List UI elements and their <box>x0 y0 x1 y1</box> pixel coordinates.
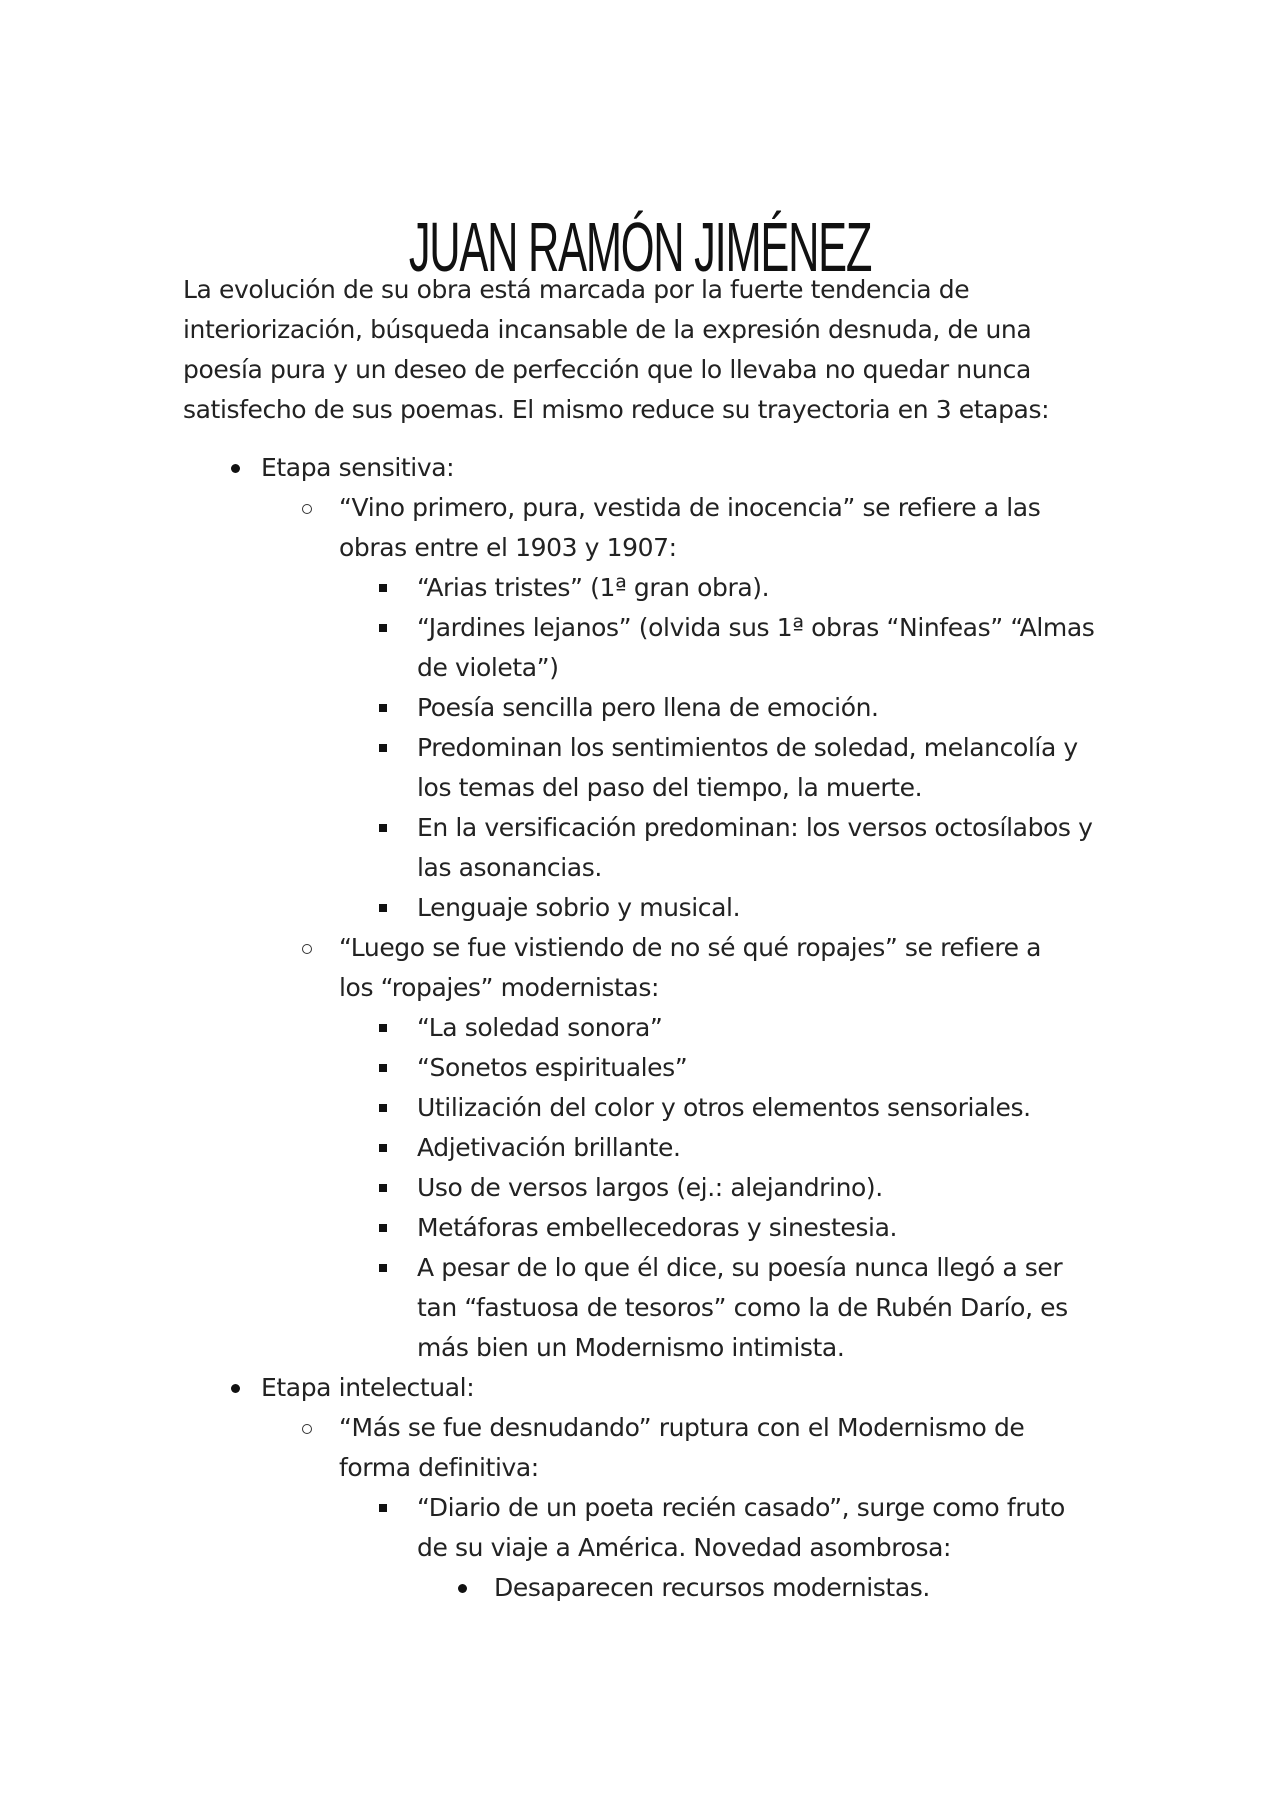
bullet-square-icon <box>379 704 387 712</box>
list-item-text: Etapa intelectual: <box>261 1373 475 1402</box>
bullet-disc-icon <box>458 1584 467 1593</box>
bullet-square-icon <box>379 1144 387 1152</box>
bullet-circle-icon <box>302 504 312 514</box>
list-item-text: Adjetivación brillante. <box>417 1133 681 1162</box>
bullet-circle-icon <box>302 1424 312 1434</box>
bullet-square-icon <box>379 584 387 592</box>
list-item-etapa-intelectual <box>0 1368 1280 1408</box>
list-item-text: Utilización del color y otros elementos sensoriales. <box>417 1093 1031 1122</box>
list-item-etapa-sensitiva <box>0 448 1280 488</box>
list-item-text: “Más se fue desnudando” ruptura con el Modernismo de forma definitiva: <box>339 1413 1025 1482</box>
list-item-text: “Luego se fue vistiendo de no sé qué ropajes” se refiere a los “ropajes” modernistas: <box>339 933 1042 1002</box>
bullet-disc-icon <box>231 1384 240 1393</box>
bullet-disc-icon <box>231 464 240 473</box>
list-item-text: “Arias tristes” (1ª gran obra). <box>417 573 770 602</box>
bullet-square-icon <box>379 624 387 632</box>
list-item-text: “Sonetos espirituales” <box>417 1053 688 1082</box>
list-item <box>0 1568 1280 1608</box>
bullet-circle-icon <box>302 944 312 954</box>
bullet-square-icon <box>379 824 387 832</box>
list-item <box>0 608 1280 688</box>
list-item-text: “Jardines lejanos” (olvida sus 1ª obras “Ninfeas” “Almas de violeta”) <box>417 613 1095 682</box>
list-item <box>0 1208 1280 1248</box>
bullet-square-icon <box>379 1224 387 1232</box>
list-item <box>0 1128 1280 1168</box>
list-item-luego-se-fue <box>0 928 1280 1008</box>
bullet-square-icon <box>379 1104 387 1112</box>
list-item-text: Metáforas embellecedoras y sinestesia. <box>417 1213 898 1242</box>
list-item <box>0 808 1280 888</box>
list-item <box>0 1488 1280 1568</box>
list-item-text: “La soledad sonora” <box>417 1013 663 1042</box>
list-item-vino-primero <box>0 488 1280 568</box>
bullet-square-icon <box>379 1504 387 1512</box>
bullet-square-icon <box>379 1264 387 1272</box>
list-item-text: A pesar de lo que él dice, su poesía nunca llegó a ser tan “fastuosa de tesoros” como la de Rubén Darío, es más bien un Modernismo intimista. <box>417 1253 1068 1362</box>
list-item-text: Predominan los sentimientos de soledad, melancolía y los temas del paso del tiempo, la muerte. <box>417 733 1078 802</box>
list-item-text: Poesía sencilla pero llena de emoción. <box>417 693 879 722</box>
page-title: JUAN RAMÓN JIMÉNEZ <box>408 207 872 286</box>
list-item <box>0 1088 1280 1128</box>
list-item-text: Etapa sensitiva: <box>261 453 455 482</box>
bullet-square-icon <box>379 1064 387 1072</box>
list-item <box>0 568 1280 608</box>
intro-paragraph: La evolución de su obra está marcada por la fuerte tendencia de interiorización, búsqueda incansable de la expresión desnuda, de una poesía pura y un deseo de perfección que lo llevaba no quedar nunca satisfecho de sus poemas. El mismo reduce su trayectoria en 3 etapas: <box>183 275 1050 424</box>
list-item-text: Lenguaje sobrio y musical. <box>417 893 741 922</box>
outline-list <box>0 448 1280 1608</box>
list-item <box>0 1168 1280 1208</box>
list-item-text: En la versificación predominan: los versos octosílabos y las asonancias. <box>417 813 1093 882</box>
list-item-text: “Diario de un poeta recién casado”, surge como fruto de su viaje a América. Novedad asombrosa: <box>417 1493 1065 1562</box>
bullet-square-icon <box>379 1184 387 1192</box>
bullet-square-icon <box>379 744 387 752</box>
list-item-text: Uso de versos largos (ej.: alejandrino). <box>417 1173 883 1202</box>
list-item <box>0 1248 1280 1368</box>
list-item-text: Desaparecen recursos modernistas. <box>494 1573 930 1602</box>
bullet-square-icon <box>379 1024 387 1032</box>
list-item-mas-se-fue <box>0 1408 1280 1488</box>
bullet-square-icon <box>379 904 387 912</box>
list-item <box>0 1008 1280 1048</box>
list-item <box>0 888 1280 928</box>
list-item <box>0 1048 1280 1088</box>
list-item-text: “Vino primero, pura, vestida de inocencia” se refiere a las obras entre el 1903 y 1907: <box>339 493 1041 562</box>
list-item <box>0 728 1280 808</box>
list-item <box>0 688 1280 728</box>
